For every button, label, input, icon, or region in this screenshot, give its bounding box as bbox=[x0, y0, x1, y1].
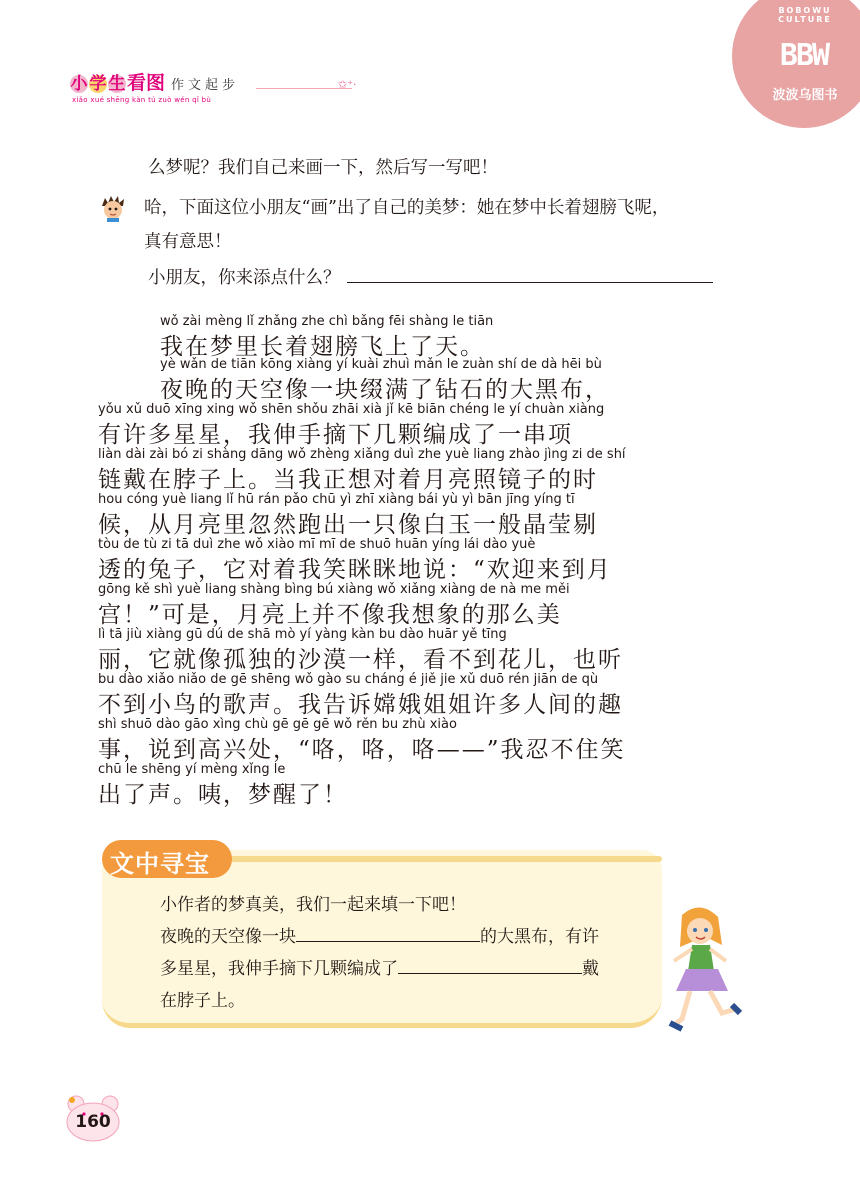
treasure-text: 戴 bbox=[582, 959, 599, 979]
running-girl-illustration bbox=[660, 905, 744, 1035]
series-title-char: 学 bbox=[89, 74, 107, 94]
story-pinyin: tòu de tù zi tā duì zhe wǒ xiào mī mī de shuō huān yíng lái dào yuè bbox=[98, 537, 536, 552]
story-pinyin: wǒ zài mèng lǐ zhǎng zhe chì bǎng fēi shàng le tiān bbox=[160, 314, 494, 329]
intro-line: 哈，下面这位小朋友“画”出了自己的美梦：她在梦中长着翅膀飞呢， bbox=[144, 198, 670, 218]
story-pinyin: shì shuō dào gāo xìng chù gē gē gē wǒ rěn bu zhù xiào bbox=[98, 717, 457, 732]
series-title-pinyin: xiǎo xué shēng kàn tú zuò wén qǐ bù bbox=[72, 96, 212, 104]
story-pinyin: liàn dài zài bó zi shàng dāng wǒ zhèng xiǎng duì zhe yuè liang zhào jìng zi de shí bbox=[98, 447, 626, 462]
series-subtitle-char: 文 bbox=[188, 78, 206, 93]
story-pinyin: lì tā jiù xiàng gū dú de shā mò yí yàng kàn bu dào huār yě tīng bbox=[98, 627, 507, 642]
star-decoration-icon: ✩⁺· bbox=[338, 78, 357, 91]
story-text: 链戴在脖子上。当我正想对着月亮照镜子的时 bbox=[98, 467, 598, 493]
story-text: 透的兔子，它对着我笑眯眯地说：“欢迎来到月 bbox=[98, 557, 612, 583]
box-header-stripe bbox=[230, 856, 662, 862]
story-text: 出了声。咦，梦醒了！ bbox=[98, 782, 348, 808]
logo-mark: BBW bbox=[779, 38, 829, 73]
intro-line: 么梦呢？我们自己来画一下，然后写一写吧！ bbox=[148, 158, 498, 178]
story-text: 丽，它就像孤独的沙漠一样，看不到花儿，也听 bbox=[98, 647, 623, 673]
boy-face-icon bbox=[99, 194, 127, 222]
answer-blank[interactable] bbox=[347, 282, 713, 283]
story-pinyin: hou cóng yuè liang lǐ hū rán pǎo chū yì zhī xiàng bái yù yì bān jīng yíng tī bbox=[98, 492, 575, 507]
prompt-text: 小朋友，你来添点什么？ bbox=[148, 268, 341, 288]
treasure-text: 夜晚的天空像一块 bbox=[160, 927, 296, 947]
story-text: 事，说到高兴处，“咯，咯，咯——”我忍不住笑 bbox=[98, 737, 626, 763]
prompt-line bbox=[148, 264, 713, 289]
series-title-char: 看 bbox=[127, 72, 147, 94]
treasure-line bbox=[160, 954, 599, 979]
story-text: 夜晚的天空像一块缀满了钻石的大黑布， bbox=[160, 377, 610, 403]
intro-line: 真有意思！ bbox=[144, 232, 232, 252]
story-pinyin: chū le shēng yí mèng xǐng le bbox=[98, 762, 286, 777]
treasure-text: 多星星，我伸手摘下几颗编成了 bbox=[160, 959, 398, 979]
series-subtitle-char: 起 bbox=[205, 78, 223, 93]
logo-culture-text: BOBOWU CULTURE bbox=[778, 6, 832, 24]
fill-blank-2[interactable] bbox=[398, 973, 582, 974]
publisher-logo bbox=[732, 0, 860, 128]
story-text: 有许多星星，我伸手摘下几颗编成了一串项 bbox=[98, 422, 573, 448]
story-text: 候，从月亮里忽然跑出一只像白玉一般晶莹剔 bbox=[98, 512, 598, 538]
story-pinyin: gōng kě shì yuè liang shàng bìng bú xiàng wǒ xiǎng xiàng de nà me měi bbox=[98, 582, 570, 597]
page-number: 160 bbox=[75, 1112, 111, 1132]
treasure-line bbox=[160, 922, 599, 947]
treasure-line: 在脖子上。 bbox=[160, 991, 245, 1011]
series-title bbox=[70, 74, 239, 94]
story-text: 我在梦里长着翅膀飞上了天。 bbox=[160, 334, 485, 360]
series-subtitle-char: 步 bbox=[222, 78, 240, 93]
treasure-text: 的大黑布，有许 bbox=[480, 927, 599, 947]
page-number-badge bbox=[64, 1092, 122, 1142]
series-title-char: 图 bbox=[146, 72, 166, 94]
story-pinyin: bu dào xiǎo niǎo de gē shēng wǒ gào su cháng é jiě jie xǔ duō rén jiān de qù bbox=[98, 672, 599, 687]
series-subtitle-char: 作 bbox=[171, 78, 189, 93]
series-title-char: 小 bbox=[70, 74, 88, 94]
story-text: 宫！”可是，月亮上并不像我想象的那么美 bbox=[98, 602, 562, 628]
story-text: 不到小鸟的歌声。我告诉嫦娥姐姐许多人间的趣 bbox=[98, 692, 623, 718]
story-pinyin: yè wǎn de tiān kōng xiàng yí kuài zhuì mǎn le zuàn shí de dà hēi bù bbox=[160, 357, 602, 372]
fill-blank-1[interactable] bbox=[296, 941, 480, 942]
badge-title: 文中寻宝 bbox=[110, 850, 210, 878]
treasure-line: 小作者的梦真美，我们一起来填一下吧！ bbox=[160, 895, 466, 915]
story-pinyin: yǒu xǔ duō xīng xing wǒ shēn shǒu zhāi xià jǐ kē biān chéng le yí chuàn xiàng bbox=[98, 402, 605, 417]
logo-publisher-name: 波波乌图书 bbox=[772, 88, 838, 103]
series-title-char: 生 bbox=[108, 74, 126, 94]
treasure-hunt-badge bbox=[102, 840, 232, 878]
